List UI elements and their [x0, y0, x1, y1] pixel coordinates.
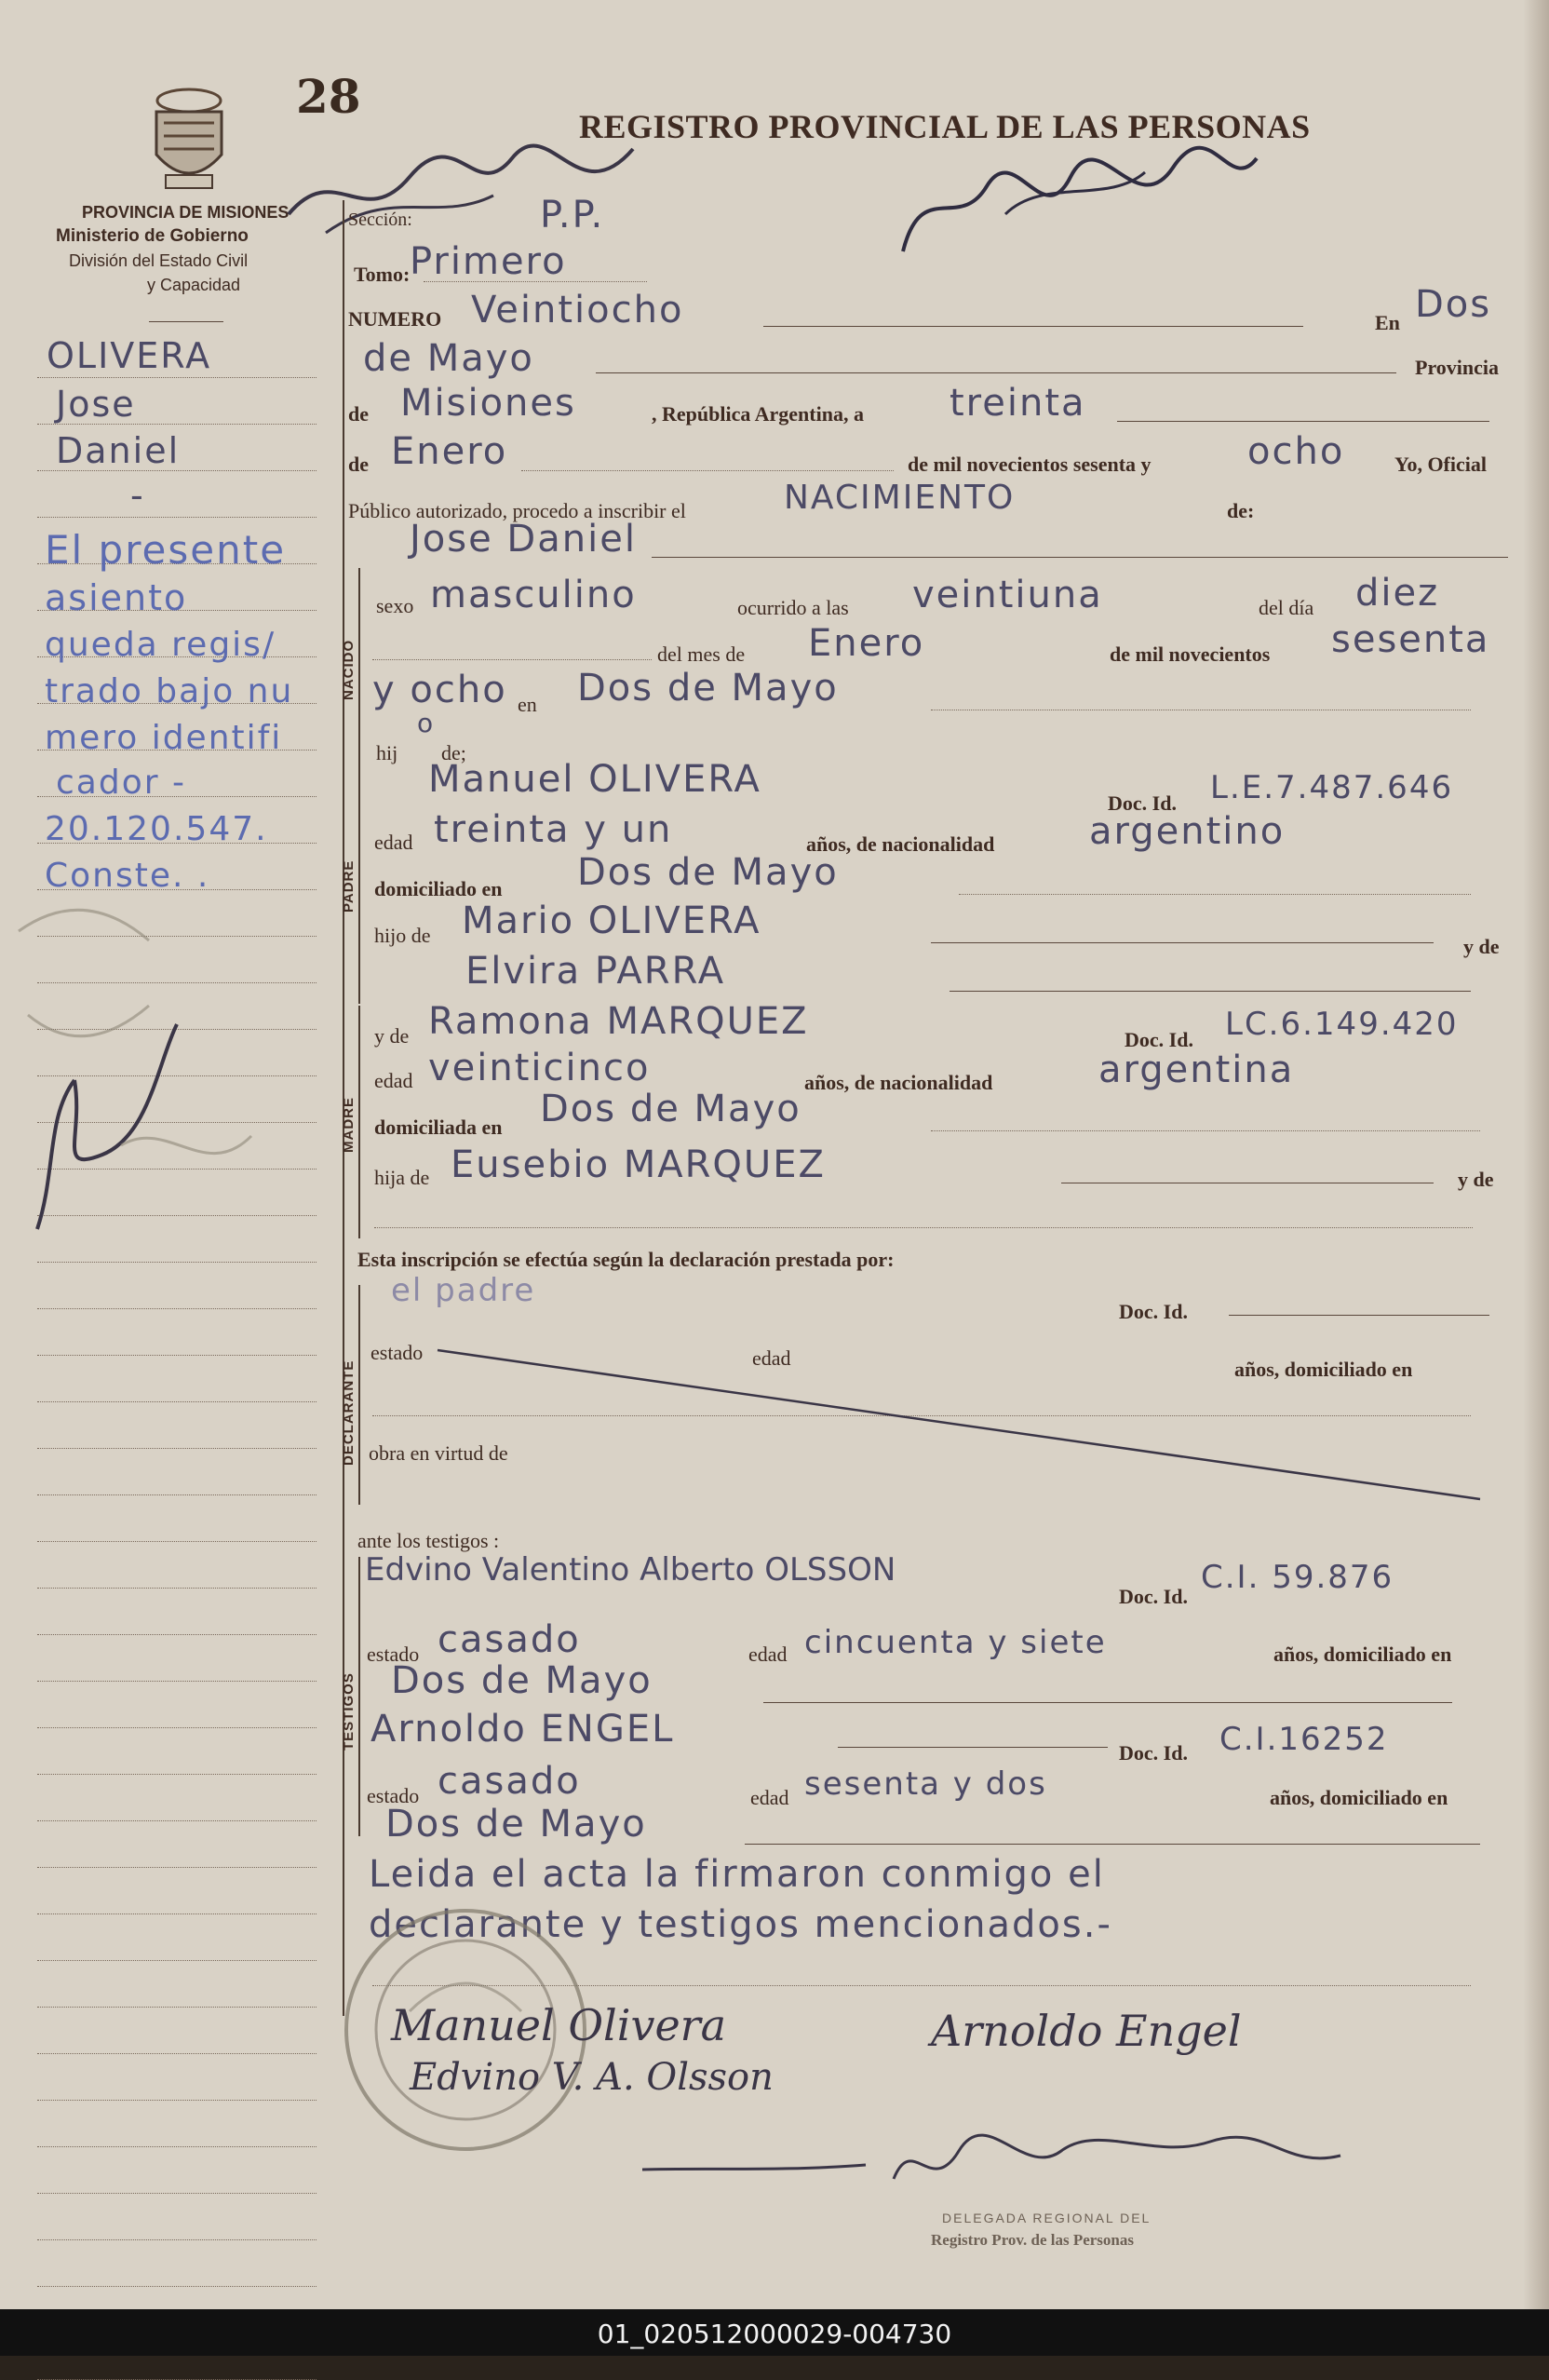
margin-line-3: Daniel: [56, 430, 181, 471]
madre-doc-label: Doc. Id.: [1125, 1028, 1193, 1051]
margin-rule-line: [37, 1262, 317, 1263]
testigo2-edad: sesenta y dos: [804, 1765, 1047, 1803]
padre-madre: Elvira PARRA: [465, 950, 726, 993]
page-title: REGISTRO PROVINCIAL DE LAS PERSONAS: [579, 108, 1311, 145]
page-number: 28: [296, 69, 361, 124]
label-del-mes: del mes de: [657, 642, 746, 666]
margin-line-7: queda regis/: [45, 626, 276, 664]
margin-rule-line: [37, 1867, 317, 1868]
padre-edad: treinta y un: [434, 808, 673, 851]
madre-nacionalidad: argentina: [1098, 1048, 1295, 1091]
value-provincia: Misiones: [400, 382, 576, 425]
madre-nac-label: años, de nacionalidad: [804, 1071, 993, 1094]
section-padre: PADRE: [341, 859, 357, 913]
label-en-2: en: [518, 693, 537, 716]
testigo2-dom-label: años, domiciliado en: [1270, 1786, 1448, 1809]
value-nombre: Jose Daniel: [410, 518, 637, 561]
coat-of-arms-icon: [138, 82, 240, 196]
stamp-registro: Registro Prov. de las Personas: [931, 2231, 1134, 2249]
margin-rule-line: [37, 2146, 317, 2147]
capacity-label: y Capacidad: [147, 276, 241, 294]
testigo1-doc-label: Doc. Id.: [1119, 1585, 1188, 1608]
value-en-2: de Mayo: [363, 337, 534, 380]
margin-rule-line: [37, 1634, 317, 1635]
label-ocurrido: ocurrido a las: [737, 596, 849, 619]
section-nacido: NACIDO: [341, 639, 357, 700]
label-publico: Público autorizado, procedo a inscribir el: [348, 499, 686, 522]
label-de-1: de: [348, 402, 369, 426]
margin-line-12: Conste. .: [45, 857, 210, 895]
declarante-estado-label: estado: [370, 1341, 424, 1364]
label-de-colon: de:: [1227, 499, 1255, 522]
margin-rule-line: [37, 2053, 317, 2054]
margin-rule-line: [37, 1541, 317, 1542]
label-provincia: Provincia: [1415, 356, 1500, 379]
margin-line-4: -: [130, 475, 145, 516]
testigo2-edad-label: edad: [750, 1786, 789, 1809]
stamp-delegada: DELEGADA REGIONAL DEL: [942, 2211, 1152, 2225]
testigo2-doc-label: Doc. Id.: [1119, 1741, 1188, 1765]
header-signature-scribble: [279, 121, 670, 251]
value-dia: treinta: [950, 382, 1086, 425]
margin-rule-line: [37, 1913, 317, 1914]
madre-hija-label: hija de: [374, 1166, 430, 1189]
margin-rule-line: [37, 1588, 317, 1589]
signature-2: Arnoldo Engel: [931, 2006, 1242, 2056]
label-inscripcion: Esta inscripción se efectúa según la declaración prestada por:: [357, 1248, 895, 1271]
madre-dom-label: domiciliada en: [374, 1116, 503, 1139]
margin-rule-line: [37, 1308, 317, 1309]
padre-nacionalidad: argentino: [1089, 810, 1286, 853]
signature-3: Edvino V. A. Olsson: [410, 2056, 774, 2099]
margin-signature-scribble: [19, 1006, 317, 1248]
padre-dom-label: domiciliado en: [374, 877, 503, 900]
value-seccion: P.P.: [540, 194, 605, 237]
margin-rule-line: [37, 1494, 317, 1495]
signature-1: Manuel Olivera: [391, 2000, 727, 2050]
section-declarante: DECLARANTE: [341, 1359, 357, 1466]
testigo1-nombre: Edvino Valentino Alberto OLSSON: [365, 1551, 896, 1589]
label-yo-oficial: Yo, Oficial: [1394, 453, 1487, 476]
margin-rule-line: [37, 1774, 317, 1775]
testigo1-estado-label: estado: [367, 1643, 420, 1666]
label-sexo: sexo: [376, 594, 414, 617]
padre-domicilio: Dos de Mayo: [577, 851, 839, 894]
declarante-edad-label: edad: [752, 1346, 791, 1370]
label-seccion: Sección:: [348, 210, 412, 230]
padre-nac-label: años, de nacionalidad: [806, 832, 995, 856]
province-label: PROVINCIA DE MISIONES: [82, 203, 290, 222]
registrar-signature-scribble: [633, 2114, 1359, 2207]
declarante-doc-label: Doc. Id.: [1119, 1300, 1188, 1323]
label-en: En: [1375, 311, 1400, 334]
testigo2-doc: C.I.16252: [1219, 1721, 1389, 1758]
padre-hijo-label: hijo de: [374, 924, 431, 947]
madre-yde-label-2: y de: [1458, 1168, 1494, 1191]
testigo2-estado: casado: [438, 1760, 581, 1803]
declarante-obra-label: obra en virtud de: [369, 1441, 508, 1465]
padre-doc-label: Doc. Id.: [1108, 791, 1177, 815]
margin-rule-line: [37, 2007, 317, 2008]
padre-nombre: Manuel OLIVERA: [428, 758, 761, 801]
margin-rule-line: [37, 1401, 317, 1402]
value-sexo: masculino: [430, 574, 637, 616]
label-de-semicolon: de;: [441, 741, 466, 764]
declarante-dom-label: años, domiciliado en: [1234, 1358, 1413, 1381]
value-mes: Enero: [391, 430, 508, 473]
madre-doc: LC.6.149.420: [1225, 1006, 1459, 1043]
testigo1-domicilio: Dos de Mayo: [391, 1659, 653, 1702]
label-mil-nov2: de mil novecientos: [1110, 642, 1271, 666]
madre-edad: veinticinco: [428, 1047, 651, 1089]
margin-rule-line: [37, 2239, 317, 2240]
label-tomo: Tomo:: [354, 263, 411, 286]
ministry-label: Ministerio de Gobierno: [56, 226, 249, 246]
value-tomo: Primero: [410, 240, 567, 283]
label-del-dia: del día: [1259, 596, 1314, 619]
value-en-1: Dos: [1415, 283, 1492, 326]
margin-rule-line: [37, 2286, 317, 2287]
testigo2-domicilio: Dos de Mayo: [385, 1803, 647, 1846]
madre-domicilio: Dos de Mayo: [540, 1088, 801, 1130]
closing-line-1: Leida el acta la firmaron conmigo el: [369, 1853, 1105, 1896]
padre-padre: Mario OLIVERA: [462, 899, 761, 942]
madre-edad-label: edad: [374, 1069, 413, 1092]
margin-line-1: OLIVERA: [47, 335, 212, 376]
margin-rule-line: [37, 1448, 317, 1449]
section-testigos: TESTIGOS: [341, 1672, 357, 1751]
margin-line-6: asiento: [45, 577, 188, 618]
official-signature-scribble: [894, 121, 1266, 270]
label-republica: , República Argentina, a: [652, 402, 864, 426]
value-lugar-nac: Dos de Mayo: [577, 667, 839, 710]
margin-rule-line: [37, 1727, 317, 1728]
margin-rule-line: [37, 1681, 317, 1682]
margin-rule-line: [37, 377, 317, 378]
margin-line-10: cador -: [56, 764, 186, 802]
label-numero: NUMERO: [348, 307, 442, 331]
section-madre: MADRE: [341, 1097, 357, 1153]
value-hora: veintiuna: [912, 574, 1103, 616]
padre-doc: L.E.7.487.646: [1210, 769, 1454, 806]
margin-rule-line: [37, 1960, 317, 1961]
testigo1-edad: cincuenta y siete: [804, 1624, 1107, 1661]
testigo1-dom-label: años, domiciliado en: [1273, 1643, 1452, 1666]
image-identifier: 01_020512000029-004730: [597, 2319, 952, 2349]
value-numero: Veintiocho: [471, 289, 684, 331]
label-de-2: de: [348, 453, 369, 476]
value-ano-nac-1: sesenta: [1331, 618, 1490, 661]
margin-line-5: El presente: [45, 527, 287, 573]
testigo1-doc: C.I. 59.876: [1201, 1559, 1394, 1596]
label-mil-novecientos: de mil novecientos sesenta y: [908, 453, 1152, 476]
margin-line-9: mero identifi: [45, 719, 283, 757]
value-mes-nac: Enero: [808, 622, 925, 665]
margin-line-11: 20.120.547.: [45, 810, 268, 848]
strikeout-line: [428, 1341, 1489, 1508]
madre-yde-label: y de: [374, 1024, 410, 1048]
margin-line-2: Jose: [56, 384, 136, 425]
value-ano-nac-2: y ocho: [372, 669, 507, 711]
testigo1-estado: casado: [438, 1618, 581, 1661]
margin-rule-line: [37, 1355, 317, 1356]
madre-padre: Eusebio MARQUEZ: [451, 1143, 826, 1186]
margin-rule-line: [37, 2193, 317, 2194]
padre-yde-label: y de: [1463, 935, 1500, 958]
padre-edad-label: edad: [374, 831, 413, 854]
division-label: División del Estado Civil: [69, 251, 249, 270]
value-acto: NACIMIENTO: [784, 479, 1016, 517]
margin-rule-line: [37, 517, 317, 518]
closing-line-2: declarante y testigos mencionados.-: [369, 1903, 1112, 1946]
testigo2-nombre: Arnoldo ENGEL: [370, 1708, 675, 1751]
margin-rule-line: [37, 2100, 317, 2101]
value-hij-suffix: o: [417, 708, 436, 738]
declarante-nombre: el padre: [391, 1272, 536, 1309]
label-ante: ante los testigos :: [357, 1529, 500, 1552]
margin-rule-line: [37, 1820, 317, 1821]
value-ano: ocho: [1247, 430, 1345, 473]
testigo2-estado-label: estado: [367, 1784, 420, 1807]
label-hij: hij: [376, 741, 398, 764]
madre-nombre: Ramona MARQUEZ: [428, 1000, 809, 1043]
value-dia-nac: diez: [1355, 572, 1440, 615]
margin-line-8: trado bajo nu: [45, 672, 294, 710]
testigo1-edad-label: edad: [748, 1643, 788, 1666]
